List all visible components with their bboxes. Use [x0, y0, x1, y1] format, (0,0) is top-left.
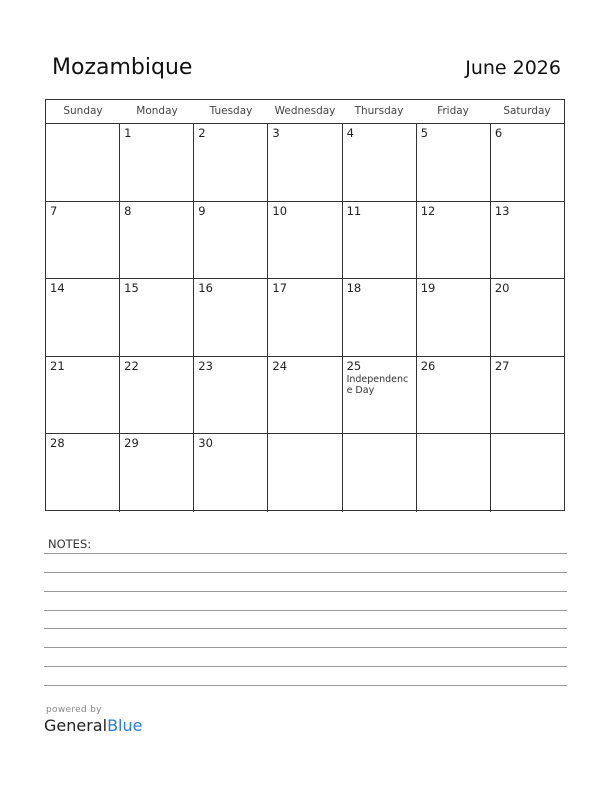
day-cell: [120, 434, 194, 512]
day-number: 24: [272, 358, 288, 373]
note-line: [44, 553, 567, 554]
day-cell: [343, 124, 417, 201]
day-cell: [491, 357, 564, 434]
day-cell: [268, 357, 342, 434]
week-row: [46, 279, 564, 357]
note-line: [44, 628, 567, 629]
day-number: 1: [124, 126, 132, 140]
day-cell: [417, 124, 491, 201]
day-number: 30: [198, 436, 213, 451]
day-cell: [268, 124, 342, 201]
day-number: 27: [494, 358, 510, 373]
day-cell: [343, 434, 417, 512]
day-cell: [491, 279, 564, 356]
day-cell: [417, 434, 491, 512]
month-title: June 2026: [465, 57, 561, 79]
day-number: 4: [346, 126, 354, 140]
day-number: 19: [420, 281, 436, 296]
powered-by-text: powered by: [46, 705, 102, 715]
day-number: 18: [346, 281, 362, 296]
day-cell: [491, 124, 564, 201]
day-number: 5: [420, 126, 429, 140]
day-number: 7: [50, 203, 58, 218]
brand-blue: Blue: [107, 716, 143, 735]
day-cell: [343, 202, 417, 279]
day-cell: [194, 434, 268, 512]
weekday-label: Saturday: [503, 105, 551, 117]
day-number: 10: [272, 203, 288, 218]
day-number: 20: [494, 281, 510, 296]
weekday-label: Wednesday: [274, 105, 336, 117]
day-number: 2: [198, 126, 206, 140]
day-cell: [120, 357, 194, 434]
day-cell: [417, 202, 491, 279]
day-cell: [268, 434, 342, 512]
brand-general: General: [44, 716, 108, 735]
day-number: 14: [50, 281, 65, 296]
day-number: 23: [198, 358, 213, 373]
day-number: 16: [198, 281, 213, 296]
weekday-label: Friday: [437, 105, 469, 117]
day-number: 21: [50, 358, 65, 373]
day-cell: [46, 202, 120, 279]
note-line: [44, 666, 567, 667]
day-cell: [268, 279, 342, 356]
day-cell: [194, 357, 268, 434]
weekday-label: Sunday: [63, 105, 103, 117]
day-number: 9: [198, 203, 206, 218]
day-cell: [194, 279, 268, 356]
day-cell: [120, 279, 194, 356]
day-cell: [268, 202, 342, 279]
day-cell: [343, 357, 417, 434]
weekday-label: Thursday: [354, 105, 404, 117]
week-row: [46, 357, 564, 435]
day-cell: [120, 202, 194, 279]
week-row: [46, 124, 564, 202]
day-number: 28: [50, 436, 65, 451]
week-row: [46, 202, 564, 280]
weekday-header-row: [46, 100, 564, 124]
holiday-label: Independence Day: [346, 373, 409, 397]
day-number: 3: [272, 126, 280, 140]
day-number: 15: [124, 281, 139, 296]
day-number: 17: [272, 281, 288, 296]
day-cell: [120, 124, 194, 201]
note-line: [44, 610, 567, 611]
day-cell: [194, 202, 268, 279]
day-cell: [417, 279, 491, 356]
day-number: 8: [124, 203, 132, 218]
weekday-label: Monday: [136, 105, 178, 117]
day-cell: [417, 357, 491, 434]
day-number: 22: [124, 358, 139, 373]
weekday-label: Tuesday: [209, 105, 253, 117]
day-number: 25: [346, 358, 362, 373]
week-row: [46, 434, 564, 512]
calendar-grid: [45, 99, 565, 511]
day-cell: [491, 202, 564, 279]
day-number: 29: [124, 436, 139, 451]
weeks-container: [46, 124, 564, 512]
note-line: [44, 591, 567, 592]
day-number: 12: [420, 203, 436, 218]
country-title: Mozambique: [52, 55, 193, 80]
notes-label: NOTES:: [48, 537, 92, 551]
day-cell: [46, 357, 120, 434]
note-line: [44, 647, 567, 648]
day-cell: [46, 124, 120, 201]
day-cell: [46, 434, 120, 512]
note-line: [44, 685, 567, 686]
day-cell: [46, 279, 120, 356]
day-number: 26: [420, 358, 436, 373]
note-line: [44, 572, 567, 573]
day-cell: [194, 124, 268, 201]
day-number: 13: [494, 203, 510, 218]
day-cell: [343, 279, 417, 356]
day-cell: [491, 434, 564, 512]
day-number: 6: [494, 126, 503, 140]
day-number: 11: [346, 203, 362, 218]
generalblue-logo: [44, 716, 142, 735]
